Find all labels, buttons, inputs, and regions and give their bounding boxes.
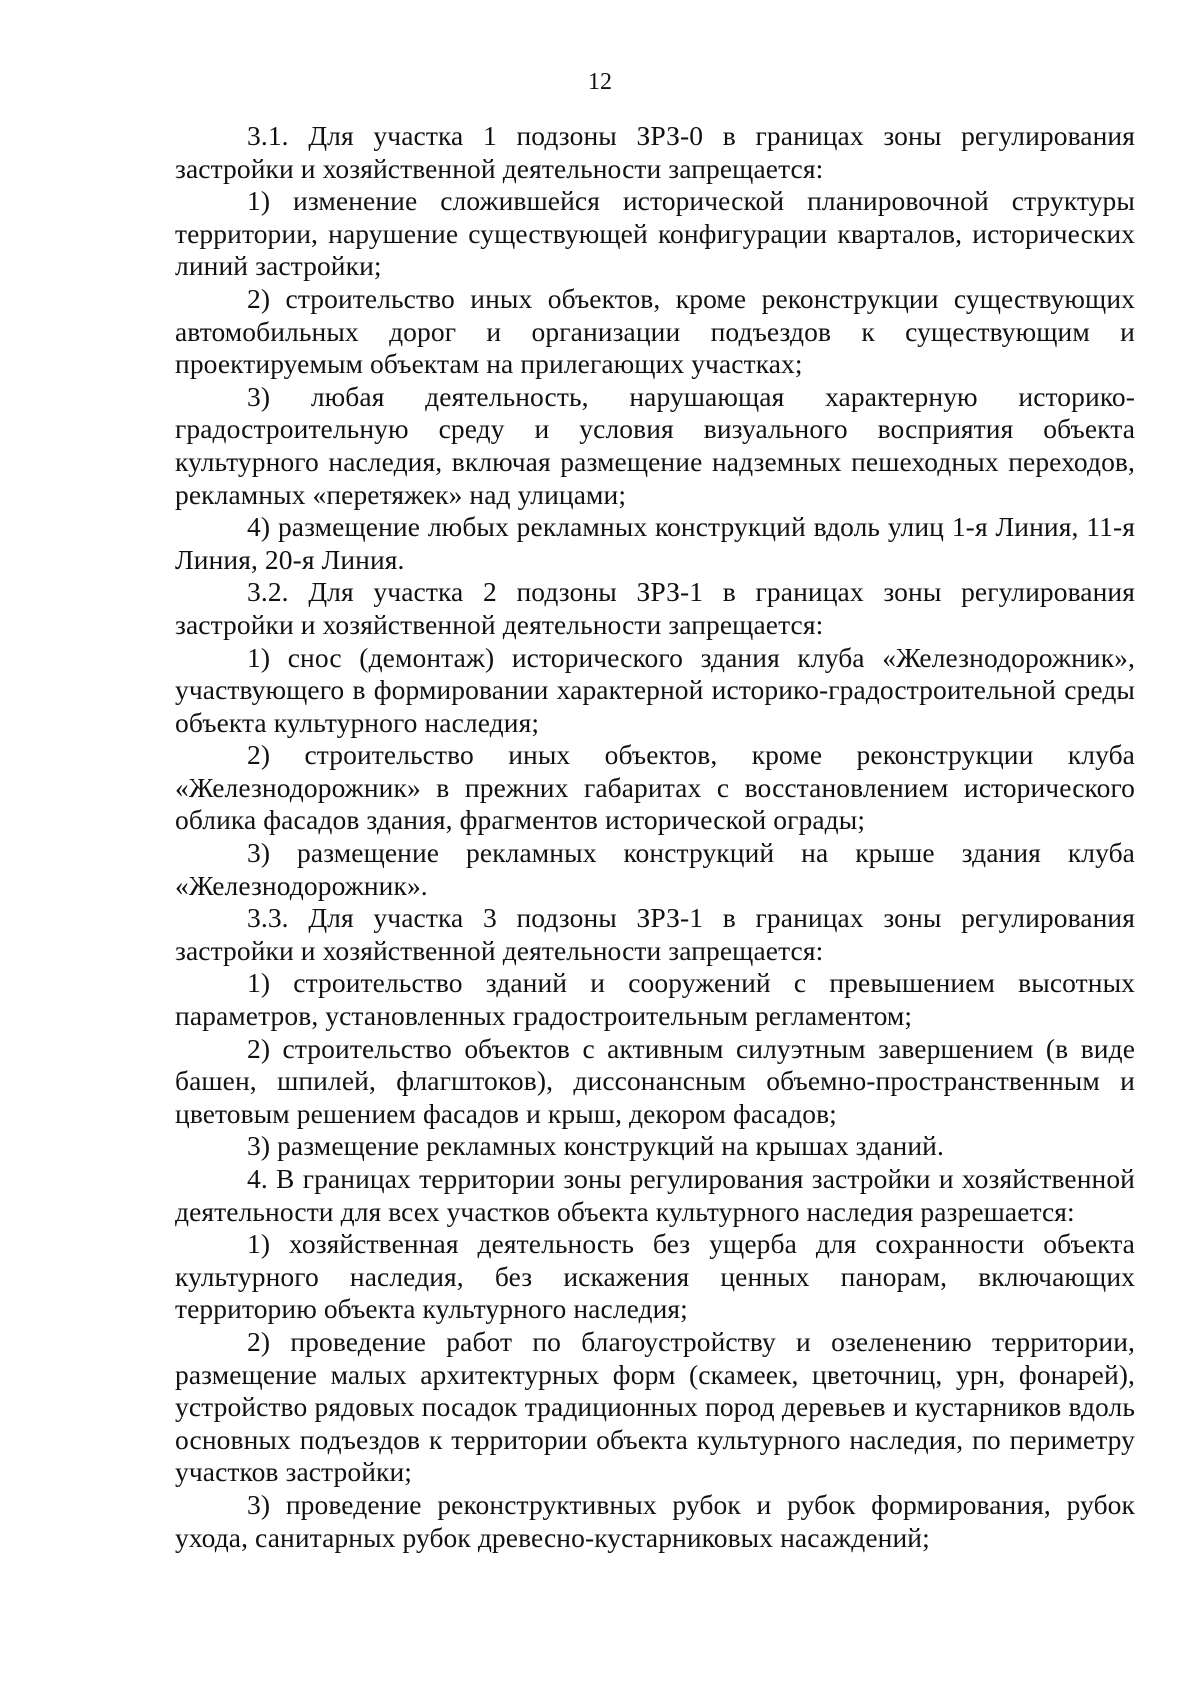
- paragraph-3-2-item-2: 2) строительство иных объектов, кроме реконструкции клуба «Железнодорожник» в прежних габаритах с восстановлением исторического облика фасадов здания, фрагментов исторической ограды;: [175, 739, 1135, 836]
- document-body: [175, 120, 1135, 1554]
- paragraph-3-1-item-1: 1) изменение сложившейся исторической планировочной структуры территории, нарушение существующей конфигурации кварталов, исторических линий застройки;: [175, 185, 1135, 282]
- paragraph-3-2-item-3: 3) размещение рекламных конструкций на крыше здания клуба «Железнодорожник».: [175, 837, 1135, 901]
- paragraph-3-3-heading: 3.3. Для участка 3 подзоны ЗРЗ-1 в границах зоны регулирования застройки и хозяйственной деятельности запрещается:: [175, 902, 1135, 966]
- paragraph-3-2-heading: 3.2. Для участка 2 подзоны ЗРЗ-1 в границах зоны регулирования застройки и хозяйственной деятельности запрещается:: [175, 576, 1135, 640]
- paragraph-4-item-3: 3) проведение реконструктивных рубок и рубок формирования, рубок ухода, санитарных рубок древесно-кустарниковых насаждений;: [175, 1488, 1135, 1553]
- paragraph-3-1-item-2: 2) строительство иных объектов, кроме реконструкции существующих автомобильных дорог и организации подъездов к существующим и проектируемым объектам на прилегающих участках;: [175, 282, 1135, 380]
- paragraph-4-item-2: 2) проведение работ по благоустройству и озеленению территории, размещение малых архитектурных форм (скамеек, цветочниц, урн, фонарей), устройство рядовых посадок традиционных пород деревьев и кустарников вдоль основных подъездов к территории объекта культурного наследия, по периметру участков застройки;: [175, 1325, 1135, 1488]
- paragraph-3-1-heading: 3.1. Для участка 1 подзоны ЗРЗ-0 в границах зоны регулирования застройки и хозяйственной деятельности запрещается:: [175, 120, 1135, 184]
- paragraph-3-1-item-4: 4) размещение любых рекламных конструкций вдоль улиц 1-я Линия, 11-я Линия, 20-я Линия.: [175, 511, 1135, 575]
- paragraph-4-heading: 4. В границах территории зоны регулирования застройки и хозяйственной деятельности для всех участков объекта культурного наследия разрешается:: [175, 1163, 1135, 1227]
- paragraph-3-3-item-1: 1) строительство зданий и сооружений с превышением высотных параметров, установленных градостроительным регламентом;: [175, 967, 1135, 1032]
- paragraph-4-item-1: 1) хозяйственная деятельность без ущерба для сохранности объекта культурного наследия, без искажения ценных панорам, включающих территорию объекта культурного наследия;: [175, 1228, 1135, 1325]
- paragraph-3-1-item-3: 3) любая деятельность, нарушающая характерную историко-градостроительную среду и условия визуального восприятия объекта культурного наследия, включая размещение надземных пешеходных переходов, рекламных «перетяжек» над улицами;: [175, 380, 1135, 510]
- paragraph-3-3-item-2: 2) строительство объектов с активным силуэтным завершением (в виде башен, шпилей, флагштоков), диссонансным объемно-пространственным и цветовым решением фасадов и крыш, декором фасадов;: [175, 1032, 1135, 1129]
- paragraph-3-2-item-1: 1) снос (демонтаж) исторического здания клуба «Железнодорожник», участвующего в формировании характерной историко-градостроительной среды объекта культурного наследия;: [175, 641, 1135, 738]
- page-number: 12: [588, 69, 612, 95]
- paragraph-3-3-item-3: 3) размещение рекламных конструкций на крышах зданий.: [247, 1130, 944, 1162]
